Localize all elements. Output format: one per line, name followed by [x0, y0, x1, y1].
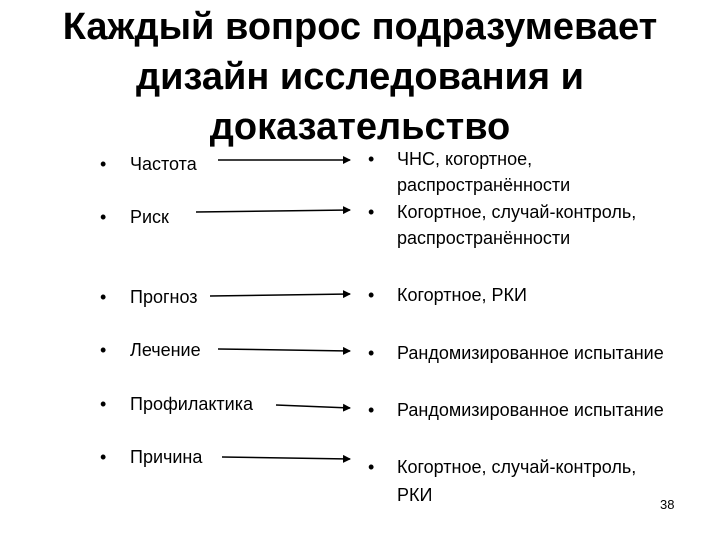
bullet-icon: • — [100, 394, 107, 414]
bullet-icon: • — [100, 447, 107, 467]
bullet-icon: • — [368, 457, 375, 477]
design-treatment: Рандомизированное испытание — [397, 343, 664, 363]
title-line-3: доказательство — [209, 106, 511, 148]
arrow-prognosis — [210, 294, 350, 296]
bullet-icon: • — [100, 287, 107, 307]
design-prognosis: Когортное, РКИ — [397, 285, 527, 305]
design-cause-line2: РКИ — [397, 485, 433, 505]
question-prevention: Профилактика — [130, 394, 253, 414]
design-cause-line1: Когортное, случай-контроль, — [397, 457, 637, 477]
question-frequency: Частота — [130, 154, 197, 174]
question-treatment: Лечение — [130, 340, 201, 360]
design-frequency-line2: распространённости — [397, 175, 571, 195]
design-prevention: Рандомизированное испытание — [397, 400, 664, 420]
bullet-icon: • — [368, 149, 375, 169]
bullet-icon: • — [100, 154, 107, 174]
bullet-icon: • — [368, 343, 375, 363]
bullet-icon: • — [100, 340, 107, 360]
question-cause: Причина — [130, 447, 203, 467]
design-risk-line2: распространённости — [397, 228, 571, 248]
bullet-icon: • — [368, 400, 375, 420]
design-frequency-line1: ЧНС, когортное, — [397, 149, 533, 169]
bullet-icon: • — [368, 285, 375, 305]
arrow-cause — [222, 457, 350, 459]
bullet-icon: • — [368, 202, 375, 222]
question-risk: Риск — [130, 207, 169, 227]
question-prognosis: Прогноз — [130, 287, 198, 307]
arrow-treatment — [218, 349, 350, 351]
page-number: 38 — [660, 497, 675, 512]
bullet-icon: • — [100, 207, 107, 227]
arrow-prevention — [276, 405, 350, 408]
title-line-2: дизайн исследования и — [135, 56, 584, 98]
arrow-risk — [196, 210, 350, 212]
design-risk-line1: Когортное, случай-контроль, — [397, 202, 637, 222]
title-line-1: Каждый вопрос подразумевает — [62, 6, 658, 48]
